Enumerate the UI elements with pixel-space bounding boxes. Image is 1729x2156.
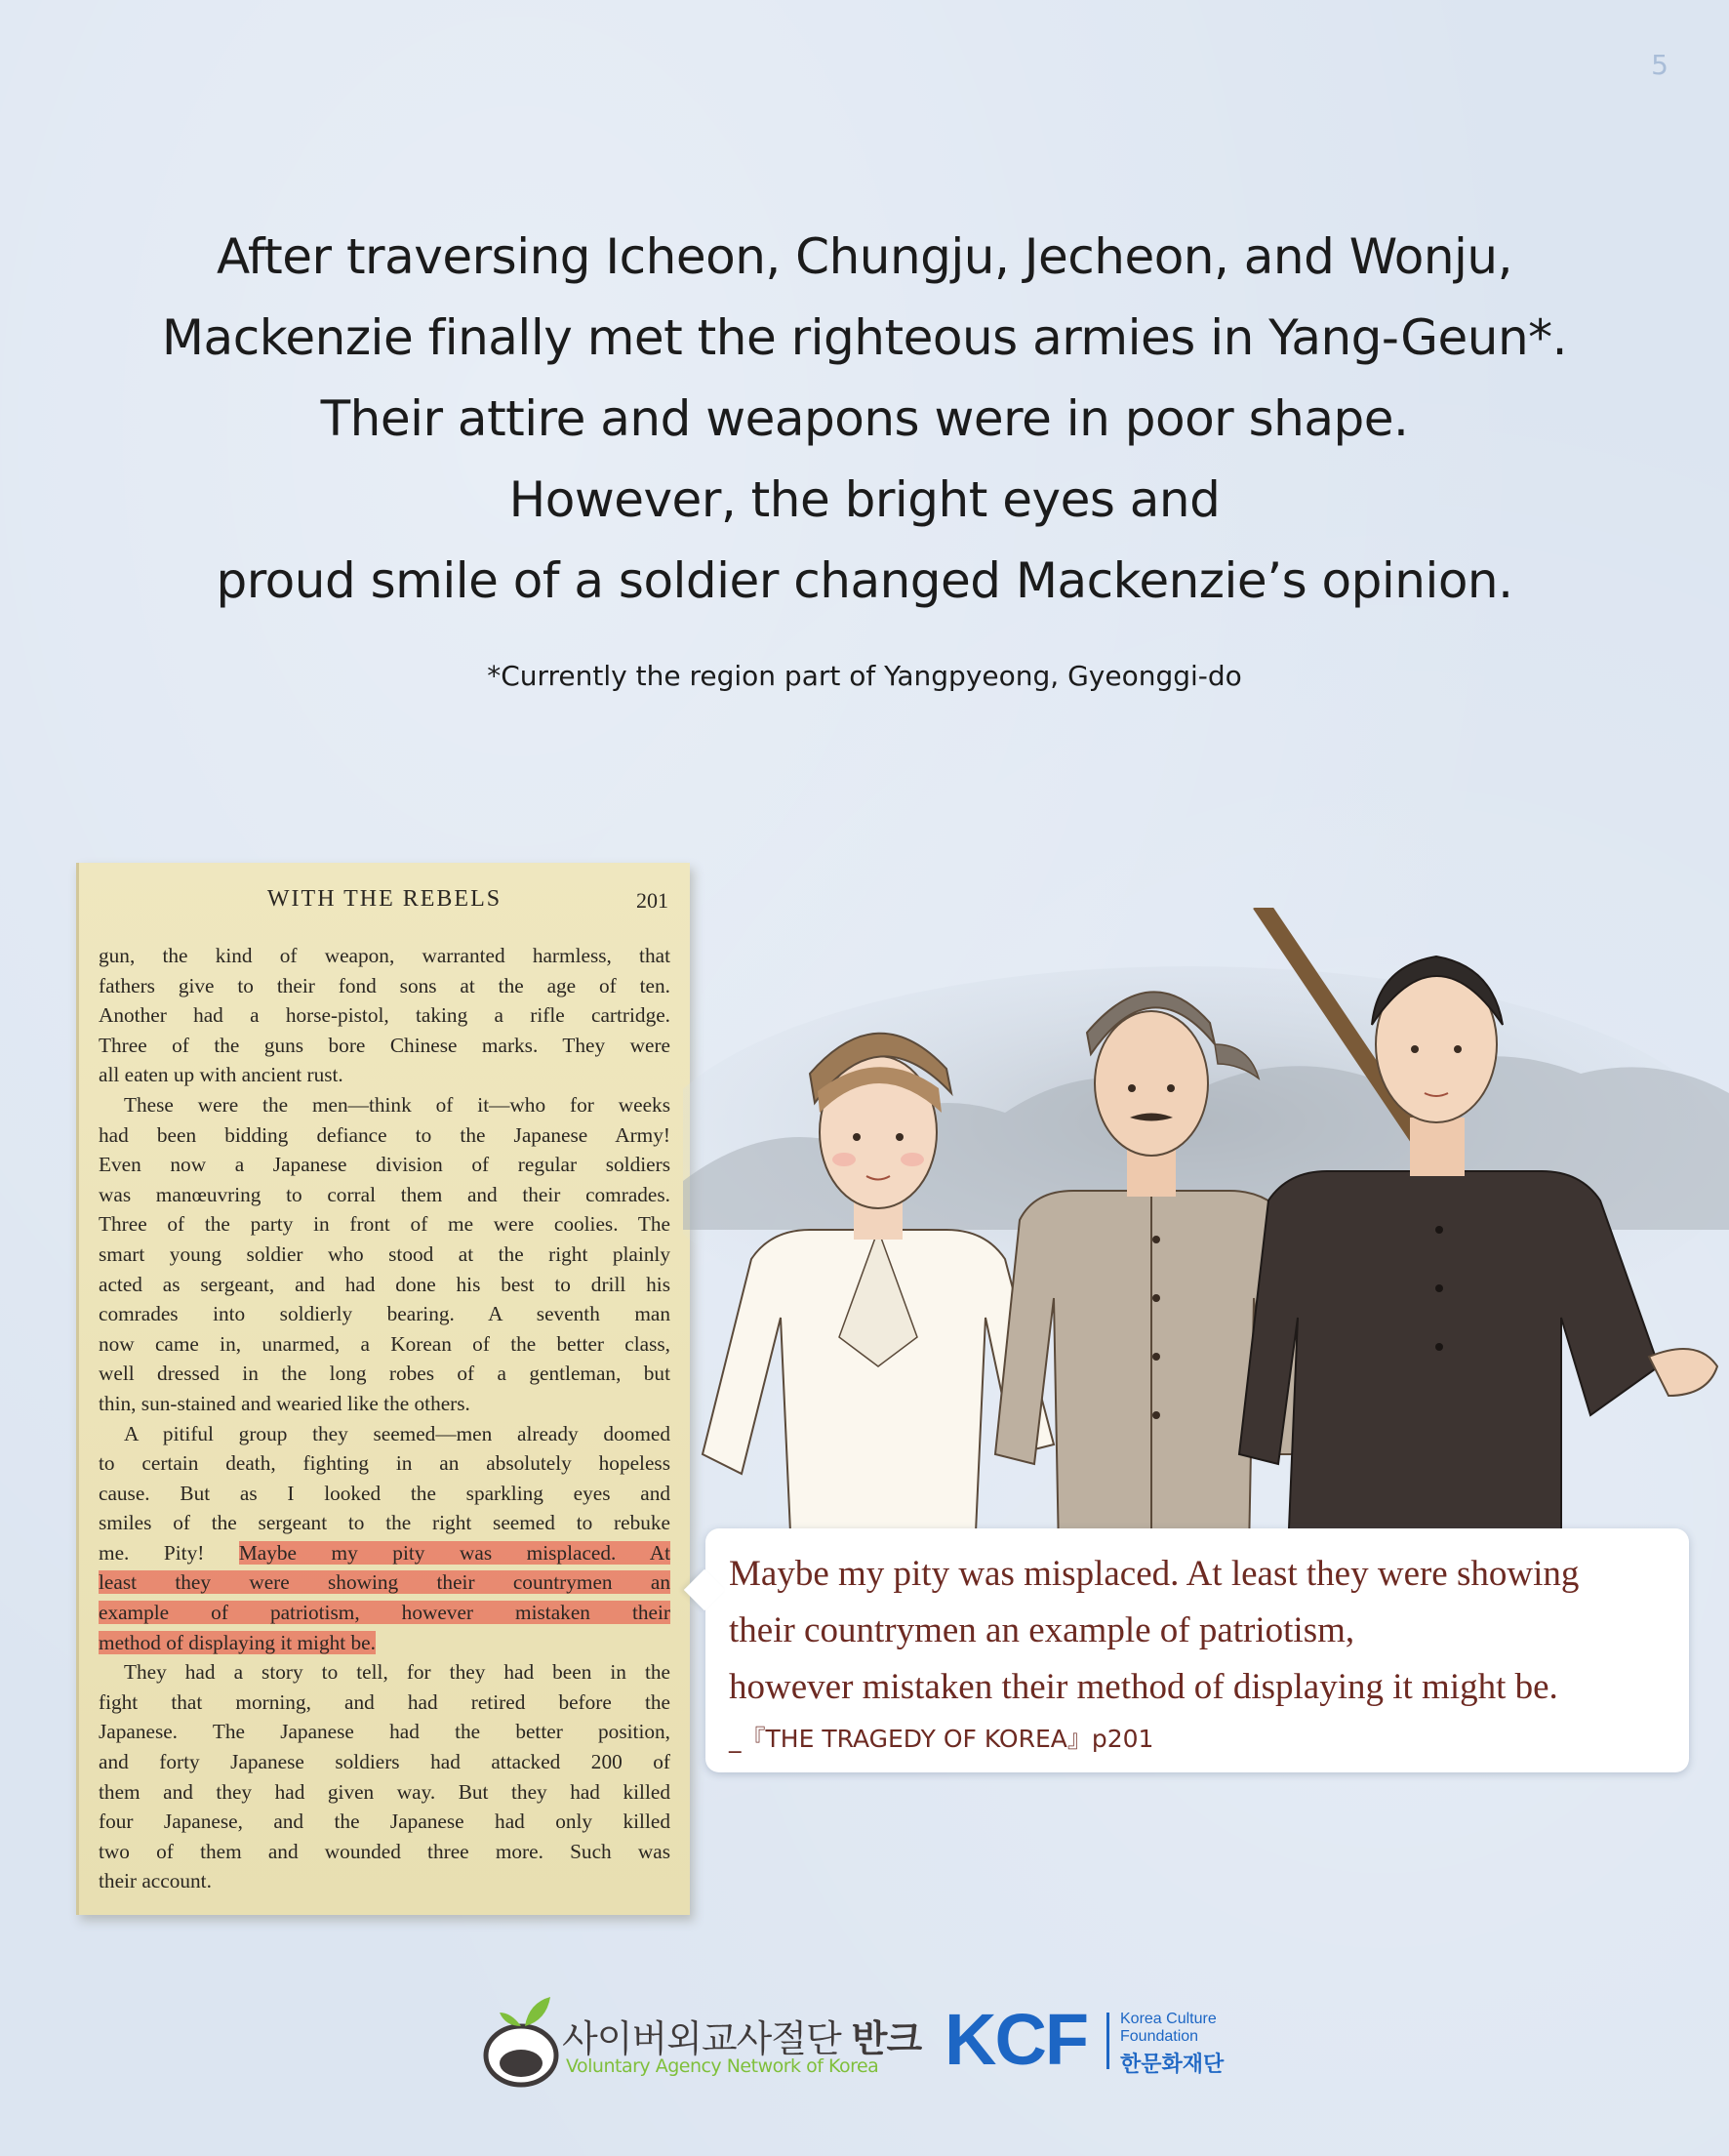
book-line-text: gun, the kind of weapon, warranted harmless, that [99,944,670,967]
book-line-text: fathers give to their fond sons at the age of ten. [99,973,670,997]
book-header [79,886,690,919]
book-line [99,1567,670,1598]
book-line-text: smart young soldier who stood at the right plainly [99,1241,670,1266]
book-line-text: me. Pity! [99,1540,239,1565]
book-line-text: well dressed in the long robes of a gentleman, but [99,1362,670,1386]
vank-name-korean-bold: 반크 [851,2017,922,2060]
book-line-text: now came in, unarmed, a Korean of the better class, [99,1331,670,1356]
vank-globe-icon [482,1991,560,2098]
book-line [99,1270,670,1300]
book-line-text: had been bidding defiance to the Japanese Army! [99,1122,670,1147]
book-line [99,1060,670,1090]
book-line [99,1598,670,1628]
soldiers-illustration [683,908,1729,1552]
book-line [99,1120,670,1151]
book-line [99,1419,670,1449]
kcf-logo [945,2001,1237,2098]
footer-logos [0,1991,1729,2098]
kcf-name-english-line: Foundation [1120,2028,1199,2045]
book-line [99,1866,670,1896]
book-line-text: acted as sergeant, and had done his best to drill his [99,1272,670,1296]
kcf-name-korean: 한문화재단 [1120,2053,1225,2077]
book-line [99,1479,670,1509]
book-line-text: A pitiful group they seemed—men already doomed [124,1421,670,1445]
book-line-text: all eaten up with ancient rust. [99,1063,343,1087]
book-line [99,1448,670,1479]
book-running-title: WITH THE REBELS [266,886,503,912]
kcf-mark: KCF [945,1999,1088,2080]
book-line-text: Three of the guns bore Chinese marks. They were [99,1033,670,1057]
book-line [99,1359,670,1389]
book-line-text: Another had a horse-pistol, taking a rifle cartridge. [99,1003,670,1028]
book-line-text: to certain death, fighting in an absolutely hopeless [99,1451,670,1476]
headline-line: proud smile of a soldier changed Mackenzie’s opinion. [216,552,1513,609]
quote-text [729,1546,1675,1716]
book-line [99,1717,670,1747]
book-line-text: their account. [99,1869,212,1893]
highlighted-passage: method of displaying it might be. [99,1630,376,1654]
book-line-text: cause. But as I looked the sparkling eyes and [99,1481,670,1505]
book-line [99,941,670,971]
footnote: *Currently the region part of Yangpyeong, Gyeonggi-do [487,660,1242,692]
quote-line: their countrymen an example of patriotism, [729,1610,1355,1650]
book-line-text: Even now a Japanese division of regular soldiers [99,1153,670,1177]
vank-name-korean [562,2009,921,2062]
headline-line: Their attire and weapons were in poor shape. [320,390,1409,447]
book-body [99,941,670,1896]
headline-line: However, the bright eyes and [508,471,1221,528]
vank-logo [482,1991,922,2098]
book-line [99,1389,670,1419]
book-line [99,971,670,1001]
book-line-text: them and they had given way. But they had killed [99,1779,670,1804]
book-line-text: smiles of the sergeant to the right seemed to rebuke [99,1511,670,1535]
book-line [99,1180,670,1210]
book-line-text: and forty Japanese soldiers had attacked 200 of [99,1750,670,1774]
book-page-number: 201 [636,888,668,913]
kcf-name-english [1120,2011,1217,2046]
kcf-name-english-line: Korea Culture [1120,2011,1217,2027]
highlighted-passage: Maybe my pity was misplaced. At [238,1540,670,1565]
book-line [99,1747,670,1777]
kcf-divider [1106,2013,1109,2069]
book-line [99,1090,670,1120]
book-line [99,1508,670,1538]
book-line [99,1209,670,1240]
book-line-text: fight that morning, and had retired before the [99,1689,670,1714]
book-line [99,1837,670,1867]
book-line-text: Three of the party in front of me were coolies. The [99,1212,670,1237]
book-line [99,1807,670,1837]
book-line [99,1000,670,1031]
page-number: 5 [1651,49,1669,81]
book-line-text: two of them and wounded three more. Such was [99,1839,670,1863]
book-page-image [76,863,690,1915]
book-line-text: four Japanese, and the Japanese had only killed [99,1810,670,1834]
quote-line: Maybe my pity was misplaced. At least they were showing [729,1554,1580,1594]
book-line [99,1240,670,1270]
headline-line: After traversing Icheon, Chungju, Jecheon, and Wonju, [216,228,1513,285]
headline-line: Mackenzie finally met the righteous armies in Yang-Geun*. [161,309,1568,366]
book-line [99,1150,670,1180]
highlighted-passage: least they were showing their countrymen an [99,1570,670,1595]
book-line-text: These were the men—think of it—who for weeks [124,1092,670,1117]
book-line-text: was manœuvring to corral them and their comrades. [99,1182,670,1206]
quote-line: however mistaken their method of displaying it might be. [729,1667,1558,1707]
book-line-text: thin, sun-stained and wearied like the others. [99,1391,470,1415]
book-line-text: Japanese. The Japanese had the better position, [99,1720,670,1744]
book-line [99,1299,670,1329]
quote-card [705,1528,1689,1772]
book-line [99,1031,670,1061]
book-line [99,1777,670,1808]
highlighted-passage: example of patriotism, however mistaken their [99,1601,670,1625]
vank-name-korean-regular: 사이버외교사절단 [562,2017,841,2060]
book-line-text: They had a story to tell, for they had been in the [124,1660,670,1685]
book-line [99,1688,670,1718]
book-line [99,1329,670,1360]
quote-source: _『THE TRAGEDY OF KOREA』p201 [729,1725,1154,1753]
book-line [99,1657,670,1688]
book-line [99,1538,670,1568]
headline [0,217,1729,622]
vank-name-english: Voluntary Agency Network of Korea [566,2055,879,2077]
book-line-text: comrades into soldierly bearing. A seventh man [99,1302,670,1326]
book-line [99,1628,670,1658]
